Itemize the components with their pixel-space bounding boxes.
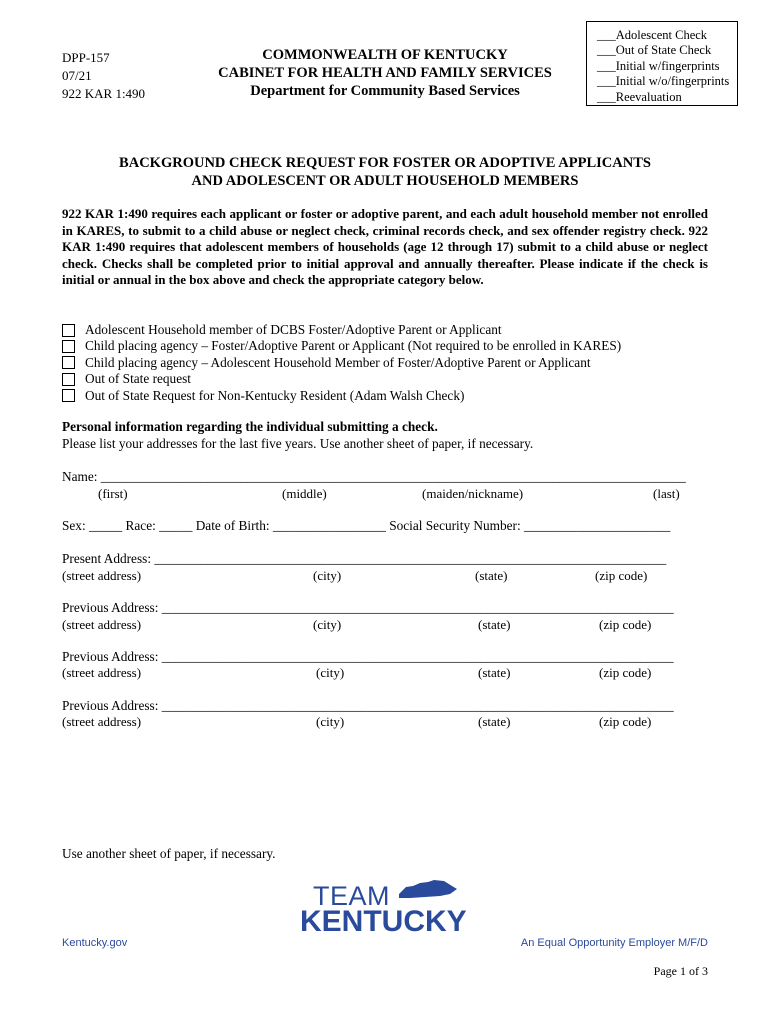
zip-caption: (zip code) bbox=[599, 617, 652, 632]
form-meta bbox=[62, 49, 145, 103]
category-checkbox[interactable] bbox=[62, 324, 75, 337]
state-caption: (state) bbox=[478, 665, 511, 680]
state-caption: (state) bbox=[478, 617, 511, 632]
form-id: DPP-157 bbox=[62, 50, 110, 65]
zip-caption: (zip code) bbox=[599, 665, 652, 680]
city-caption: (city) bbox=[313, 568, 342, 583]
zip-caption: (zip code) bbox=[599, 714, 652, 729]
name-field[interactable]: Name: ________________________________________________________________________________________ bbox=[62, 469, 686, 484]
category-checkbox[interactable] bbox=[62, 389, 75, 402]
category-list bbox=[62, 322, 621, 404]
category-item[interactable] bbox=[62, 355, 621, 371]
title-line-1: BACKGROUND CHECK REQUEST FOR FOSTER OR ADOPTIVE APPLICANTS bbox=[119, 155, 651, 171]
category-label: Adolescent Household member of DCBS Foster/Adoptive Parent or Applicant bbox=[85, 322, 502, 337]
category-item[interactable] bbox=[62, 338, 621, 354]
street-caption: (street address) bbox=[62, 617, 142, 632]
footer-website-link[interactable]: Kentucky.gov bbox=[62, 937, 128, 949]
category-label: Out of State request bbox=[85, 371, 191, 387]
category-item[interactable] bbox=[62, 371, 621, 387]
check-type-initial-fingerprints[interactable]: ___Initial w/fingerprints bbox=[597, 58, 720, 73]
street-caption: (street address) bbox=[62, 714, 142, 729]
category-checkbox[interactable] bbox=[62, 356, 75, 369]
footer-employer-statement: An Equal Opportunity Employer M/F/D bbox=[520, 937, 708, 949]
present-address-field[interactable]: Present Address: _____________________________________________________________________________ bbox=[62, 551, 667, 566]
category-item[interactable] bbox=[62, 322, 621, 338]
category-item[interactable] bbox=[62, 388, 621, 404]
agency-header bbox=[150, 46, 620, 100]
intro-paragraph: 922 KAR 1:490 requires each applicant or foster or adoptive parent, and each adult household member not enrolled in KARES, to submit to a child abuse or neglect check, criminal records check, and sex offender registry check. 922 KAR 1:490 requires that adolescent members of households (age 12 through 17) submit to a child abuse or neglect check. Checks shall be completed prior to initial approval and annually thereafter. Please indicate if the check is initial or annual in the box above and check the appropriate category below. bbox=[62, 206, 708, 287]
check-type-out-of-state[interactable]: ___Out of State Check bbox=[597, 43, 712, 58]
zip-caption: (zip code) bbox=[595, 568, 648, 583]
check-type-reevaluation[interactable]: ___Reevaluation bbox=[597, 89, 682, 104]
form-regulation: 922 KAR 1:490 bbox=[62, 86, 146, 101]
previous-address-field-2[interactable]: Previous Address: _____________________________________________________________________________ bbox=[62, 649, 674, 664]
city-caption: (city) bbox=[316, 665, 345, 680]
title-line-2: AND ADOLESCENT OR ADULT HOUSEHOLD MEMBERS bbox=[191, 173, 579, 189]
state-caption: (state) bbox=[475, 568, 508, 583]
check-type-adolescent[interactable]: ___Adolescent Check bbox=[597, 28, 708, 42]
state-caption: (state) bbox=[478, 714, 511, 729]
previous-address-field-3[interactable]: Previous Address: _____________________________________________________________________________ bbox=[62, 698, 674, 713]
category-label: Child placing agency – Foster/Adoptive Parent or Applicant (Not required to be enrolled in KARES) bbox=[85, 338, 622, 354]
city-caption: (city) bbox=[313, 617, 342, 632]
agency-line-2: CABINET FOR HEALTH AND FAMILY SERVICES bbox=[218, 65, 552, 81]
street-caption: (street address) bbox=[62, 568, 142, 583]
name-middle-caption: (middle) bbox=[282, 486, 327, 501]
footer-note: Use another sheet of paper, if necessary. bbox=[62, 846, 276, 861]
team-kentucky-logo bbox=[300, 878, 470, 934]
demographics-line[interactable]: Sex: _____ Race: _____ Date of Birth: _________________ Social Security Number: ______________________ bbox=[62, 518, 671, 533]
street-caption: (street address) bbox=[62, 665, 142, 680]
category-checkbox[interactable] bbox=[62, 340, 75, 353]
check-type-box bbox=[586, 21, 738, 106]
agency-line-1: COMMONWEALTH OF KENTUCKY bbox=[262, 47, 508, 63]
name-maiden-caption: (maiden/nickname) bbox=[422, 486, 524, 501]
name-first-caption: (first) bbox=[98, 486, 128, 501]
form-date: 07/21 bbox=[62, 68, 92, 83]
form-title bbox=[62, 154, 708, 190]
kentucky-state-icon bbox=[399, 880, 457, 898]
check-type-initial-no-fingerprints[interactable]: ___Initial w/o/fingerprints bbox=[597, 74, 730, 89]
city-caption: (city) bbox=[316, 714, 345, 729]
category-label: Out of State Request for Non-Kentucky Resident (Adam Walsh Check) bbox=[85, 387, 465, 403]
page-number: Page 1 of 3 bbox=[653, 964, 708, 978]
previous-address-field-1[interactable]: Previous Address: _____________________________________________________________________________ bbox=[62, 600, 674, 615]
logo-team-text: TEAM bbox=[313, 881, 391, 911]
category-label: Child placing agency – Adolescent Household Member of Foster/Adoptive Parent or Applicant bbox=[85, 354, 591, 370]
agency-line-3: Department for Community Based Services bbox=[250, 83, 520, 99]
personal-info-subheading: Please list your addresses for the last five years. Use another sheet of paper, if necessary. bbox=[62, 436, 534, 451]
personal-info-heading: Personal information regarding the individual submitting a check. bbox=[62, 419, 438, 434]
logo-kentucky-text: KENTUCKY bbox=[300, 905, 467, 934]
category-checkbox[interactable] bbox=[62, 373, 75, 386]
name-last-caption: (last) bbox=[653, 486, 680, 501]
